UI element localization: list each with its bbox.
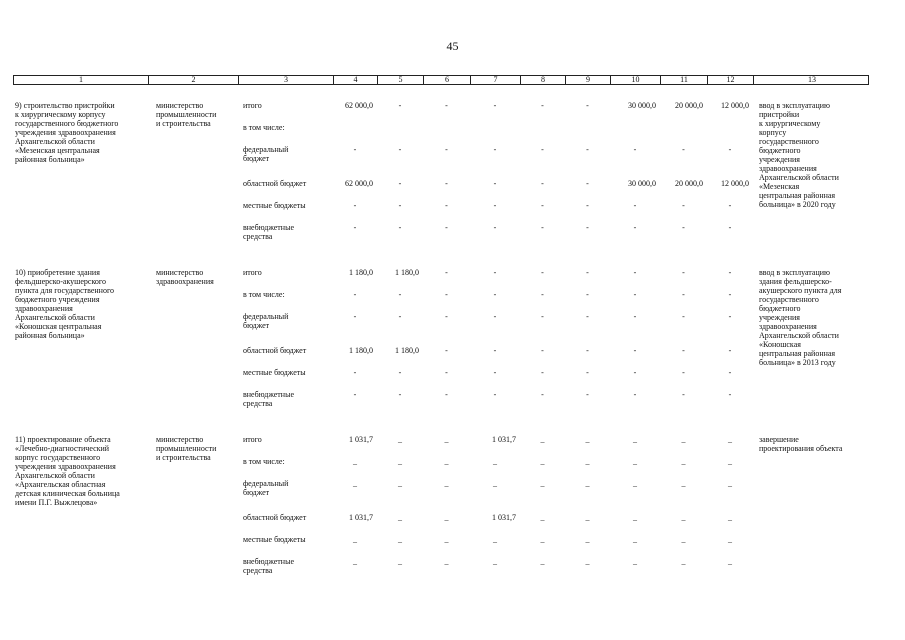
value-cell: _ bbox=[585, 435, 590, 444]
value-cell: - bbox=[682, 223, 685, 232]
value-cell: 1 180,0 bbox=[349, 346, 373, 355]
funding-source-label: федеральный бюджет bbox=[243, 312, 289, 330]
value-cell: _ bbox=[681, 513, 686, 522]
value-cell: - bbox=[353, 223, 357, 232]
column-header: 12 bbox=[708, 76, 754, 84]
value-cell: - bbox=[493, 368, 497, 377]
value-cell: _ bbox=[633, 457, 637, 466]
value-cell: _ bbox=[681, 457, 686, 466]
column-header: 8 bbox=[521, 76, 566, 84]
value-cell: - bbox=[445, 312, 448, 321]
value-cell: - bbox=[682, 145, 685, 154]
value-cell: - bbox=[728, 223, 732, 232]
value-cell: - bbox=[586, 312, 589, 321]
column-header: 4 bbox=[334, 76, 378, 84]
value-cell: - bbox=[541, 390, 544, 399]
value-cell: _ bbox=[353, 535, 357, 544]
value-cell: _ bbox=[398, 479, 402, 488]
funding-source-label: внебюджетные средства bbox=[243, 557, 294, 575]
value-cell: - bbox=[398, 312, 402, 321]
value-cell: _ bbox=[633, 435, 637, 444]
value-cell: _ bbox=[728, 535, 732, 544]
value-cell: - bbox=[353, 390, 357, 399]
funding-source-label: областной бюджет bbox=[243, 346, 307, 355]
funding-source-label: итого bbox=[243, 435, 262, 444]
value-cell: - bbox=[633, 390, 637, 399]
value-cell: _ bbox=[540, 457, 545, 466]
funding-source-label: итого bbox=[243, 101, 262, 110]
value-cell: - bbox=[728, 312, 732, 321]
value-cell: - bbox=[586, 101, 589, 110]
value-cell: - bbox=[728, 368, 732, 377]
column-header: 10 bbox=[611, 76, 661, 84]
funding-source-label: местные бюджеты bbox=[243, 201, 306, 210]
value-cell: _ bbox=[681, 557, 686, 566]
value-cell: _ bbox=[540, 535, 545, 544]
value-cell: - bbox=[586, 290, 589, 299]
value-cell: - bbox=[728, 268, 732, 277]
value-cell: _ bbox=[444, 457, 449, 466]
value-cell: - bbox=[398, 201, 402, 210]
value-cell: - bbox=[728, 290, 732, 299]
value-cell: - bbox=[493, 101, 497, 110]
value-cell: - bbox=[633, 268, 637, 277]
value-cell: - bbox=[398, 223, 402, 232]
page-number: 45 bbox=[446, 39, 459, 53]
value-cell: - bbox=[633, 223, 637, 232]
column-header: 2 bbox=[149, 76, 239, 84]
value-cell: - bbox=[353, 145, 357, 154]
value-cell: - bbox=[445, 390, 448, 399]
value-cell: _ bbox=[681, 435, 686, 444]
funding-source-label: внебюджетные средства bbox=[243, 223, 294, 241]
value-cell: _ bbox=[585, 535, 590, 544]
funding-source-label: внебюджетные средства bbox=[243, 390, 294, 408]
value-cell: - bbox=[493, 201, 497, 210]
value-cell: _ bbox=[353, 457, 357, 466]
value-cell: - bbox=[445, 368, 448, 377]
value-cell: - bbox=[541, 179, 544, 188]
value-cell: 1 031,7 bbox=[492, 513, 516, 522]
value-cell: _ bbox=[585, 557, 590, 566]
value-cell: _ bbox=[633, 513, 637, 522]
value-cell: - bbox=[586, 268, 589, 277]
value-cell: - bbox=[541, 223, 544, 232]
value-cell: _ bbox=[398, 535, 402, 544]
value-cell: - bbox=[445, 101, 448, 110]
result-cell: завершение проектирования объекта bbox=[759, 435, 843, 453]
funding-source-label: федеральный бюджет bbox=[243, 479, 289, 497]
value-cell: - bbox=[586, 201, 589, 210]
value-cell: - bbox=[541, 312, 544, 321]
value-cell: - bbox=[445, 268, 448, 277]
value-cell: - bbox=[682, 268, 685, 277]
value-cell: - bbox=[728, 390, 732, 399]
executor-cell: министерство здравоохранения bbox=[156, 268, 214, 286]
value-cell: - bbox=[398, 290, 402, 299]
value-cell: _ bbox=[444, 479, 449, 488]
executor-cell: министерство промышленности и строительства bbox=[156, 101, 217, 128]
value-cell: _ bbox=[728, 479, 732, 488]
value-cell: _ bbox=[540, 513, 545, 522]
value-cell: - bbox=[541, 368, 544, 377]
value-cell: 1 180,0 bbox=[349, 268, 373, 277]
value-cell: 1 180,0 bbox=[395, 268, 419, 277]
value-cell: _ bbox=[493, 457, 497, 466]
value-cell: - bbox=[445, 223, 448, 232]
program-item-name: 10) приобретение здания фельдшерско-акушерского пункта для государственного бюджетного учреждения здравоохранения Архангельской области «Коношская центральная районная больница» bbox=[15, 268, 115, 340]
value-cell: _ bbox=[633, 557, 637, 566]
value-cell: - bbox=[541, 290, 544, 299]
column-header-row bbox=[13, 75, 869, 85]
value-cell: 20 000,0 bbox=[675, 101, 703, 110]
value-cell: - bbox=[493, 223, 497, 232]
column-header: 13 bbox=[808, 75, 816, 84]
value-cell: 1 180,0 bbox=[395, 346, 419, 355]
value-cell: - bbox=[633, 368, 637, 377]
funding-source-label: в том числе: bbox=[243, 290, 285, 299]
funding-source-label: областной бюджет bbox=[243, 179, 307, 188]
value-cell: 62 000,0 bbox=[345, 179, 373, 188]
value-cell: - bbox=[633, 290, 637, 299]
value-cell: 12 000,0 bbox=[721, 101, 749, 110]
value-cell: - bbox=[728, 201, 732, 210]
funding-source-label: местные бюджеты bbox=[243, 368, 306, 377]
value-cell: - bbox=[541, 346, 544, 355]
program-item-name: 9) строительство пристройки к хирургическому корпусу государственного бюджетного учреждения здравоохранения Архангельской области «Мезенская центральная районная больница» bbox=[15, 101, 119, 164]
value-cell: - bbox=[586, 390, 589, 399]
value-cell: _ bbox=[585, 457, 590, 466]
value-cell: - bbox=[493, 179, 497, 188]
value-cell: - bbox=[445, 346, 448, 355]
value-cell: - bbox=[682, 201, 685, 210]
value-cell: 62 000,0 bbox=[345, 101, 373, 110]
value-cell: _ bbox=[444, 513, 449, 522]
value-cell: - bbox=[728, 145, 732, 154]
value-cell: 20 000,0 bbox=[675, 179, 703, 188]
value-cell: _ bbox=[444, 535, 449, 544]
value-cell: - bbox=[586, 223, 589, 232]
value-cell: - bbox=[682, 312, 685, 321]
value-cell: _ bbox=[728, 435, 732, 444]
funding-source-label: в том числе: bbox=[243, 123, 285, 132]
funding-source-label: местные бюджеты bbox=[243, 535, 306, 544]
column-header: 5 bbox=[378, 76, 424, 84]
value-cell: - bbox=[493, 390, 497, 399]
value-cell: - bbox=[633, 145, 637, 154]
value-cell: _ bbox=[728, 457, 732, 466]
value-cell: _ bbox=[493, 535, 497, 544]
value-cell: - bbox=[541, 201, 544, 210]
value-cell: - bbox=[398, 145, 402, 154]
value-cell: _ bbox=[681, 535, 686, 544]
value-cell: - bbox=[398, 390, 402, 399]
value-cell: - bbox=[682, 390, 685, 399]
value-cell: _ bbox=[681, 479, 686, 488]
value-cell: - bbox=[728, 346, 732, 355]
executor-cell: министерство промышленности и строительства bbox=[156, 435, 217, 462]
value-cell: - bbox=[445, 179, 448, 188]
value-cell: - bbox=[493, 268, 497, 277]
value-cell: - bbox=[353, 201, 357, 210]
value-cell: - bbox=[682, 368, 685, 377]
value-cell: 30 000,0 bbox=[628, 101, 656, 110]
value-cell: _ bbox=[585, 513, 590, 522]
value-cell: _ bbox=[353, 479, 357, 488]
column-header: 6 bbox=[424, 76, 471, 84]
value-cell: 1 031,7 bbox=[349, 435, 373, 444]
value-cell: - bbox=[398, 179, 402, 188]
column-header: 1 bbox=[14, 76, 149, 84]
value-cell: - bbox=[633, 346, 637, 355]
value-cell: - bbox=[493, 346, 497, 355]
value-cell: _ bbox=[353, 557, 357, 566]
funding-source-label: областной бюджет bbox=[243, 513, 307, 522]
value-cell: _ bbox=[585, 479, 590, 488]
value-cell: _ bbox=[493, 479, 497, 488]
value-cell: _ bbox=[444, 435, 449, 444]
value-cell: - bbox=[493, 312, 497, 321]
value-cell: - bbox=[398, 101, 402, 110]
value-cell: _ bbox=[493, 557, 497, 566]
value-cell: _ bbox=[398, 557, 402, 566]
value-cell: _ bbox=[633, 535, 637, 544]
value-cell: - bbox=[586, 346, 589, 355]
column-header: 9 bbox=[566, 76, 611, 84]
value-cell: - bbox=[633, 312, 637, 321]
value-cell: _ bbox=[633, 479, 637, 488]
value-cell: - bbox=[541, 268, 544, 277]
value-cell: - bbox=[682, 290, 685, 299]
funding-source-label: в том числе: bbox=[243, 457, 285, 466]
funding-source-label: федеральный бюджет bbox=[243, 145, 289, 163]
funding-source-label: итого bbox=[243, 268, 262, 277]
value-cell: _ bbox=[398, 457, 402, 466]
value-cell: - bbox=[445, 290, 448, 299]
column-header: 3 bbox=[239, 76, 334, 84]
program-item-name: 11) проектирование объекта «Лечебно-диагностический корпус государственного учреждения здравоохранения Архангельской области «Архангельская областная детская клиническая больница имени П.Г. Выжлецова» bbox=[15, 435, 120, 507]
value-cell: _ bbox=[540, 435, 545, 444]
value-cell: - bbox=[353, 312, 357, 321]
value-cell: - bbox=[445, 201, 448, 210]
value-cell: - bbox=[541, 101, 544, 110]
value-cell: - bbox=[493, 145, 497, 154]
value-cell: 1 031,7 bbox=[349, 513, 373, 522]
value-cell: - bbox=[445, 145, 448, 154]
column-header: 11 bbox=[661, 76, 708, 84]
value-cell: 1 031,7 bbox=[492, 435, 516, 444]
value-cell: - bbox=[398, 368, 402, 377]
value-cell: _ bbox=[728, 513, 732, 522]
value-cell: _ bbox=[540, 557, 545, 566]
value-cell: 12 000,0 bbox=[721, 179, 749, 188]
value-cell: - bbox=[541, 145, 544, 154]
value-cell: - bbox=[682, 346, 685, 355]
value-cell: - bbox=[633, 201, 637, 210]
value-cell: _ bbox=[540, 479, 545, 488]
value-cell: - bbox=[586, 368, 589, 377]
result-cell: ввод в эксплуатацию пристройки к хирургическому корпусу государственного бюджетного учреждения здравоохранения Архангельской области «Мезенская центральная районная больница» в 2020 году bbox=[759, 101, 839, 209]
value-cell: - bbox=[586, 145, 589, 154]
value-cell: - bbox=[493, 290, 497, 299]
value-cell: - bbox=[353, 368, 357, 377]
result-cell: ввод в эксплуатацию здания фельдшерско- акушерского пункта для государственного бюджетного учреждения здравоохранения Архангельской области «Коношская центральная районная больница» в 2013 году bbox=[759, 268, 842, 367]
value-cell: _ bbox=[728, 557, 732, 566]
value-cell: - bbox=[353, 290, 357, 299]
column-header: 7 bbox=[471, 76, 521, 84]
value-cell: _ bbox=[444, 557, 449, 566]
value-cell: _ bbox=[398, 435, 402, 444]
value-cell: _ bbox=[398, 513, 402, 522]
value-cell: - bbox=[586, 179, 589, 188]
value-cell: 30 000,0 bbox=[628, 179, 656, 188]
